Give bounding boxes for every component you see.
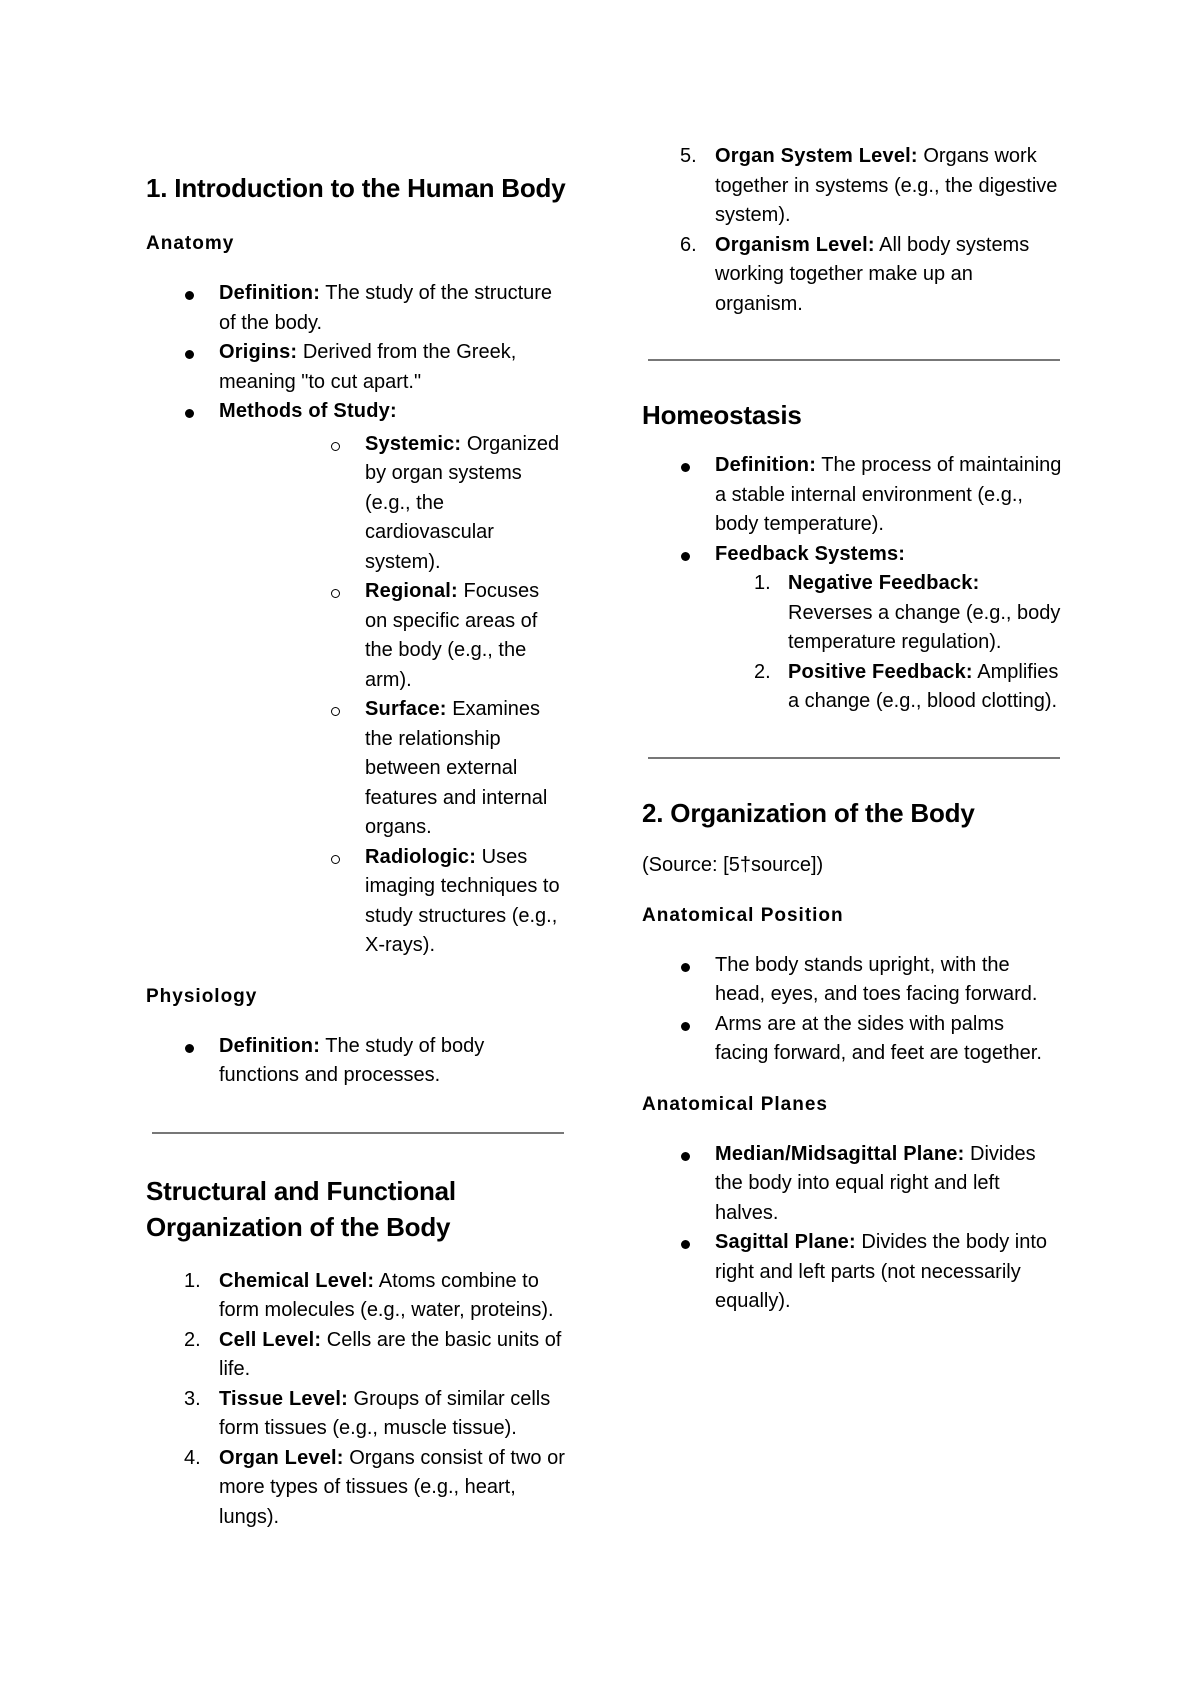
section-title-introduction: 1. Introduction to the Human Body	[146, 173, 566, 203]
divider	[152, 1132, 564, 1134]
list-item: Definition: The study of body functions and processes.	[146, 1032, 566, 1091]
list-item: Origins: Derived from the Greek, meaning "to cut apart."	[146, 338, 566, 397]
list-item: 3. Tissue Level: Groups of similar cells form tissues (e.g., muscle tissue).	[184, 1387, 551, 1439]
list-item: 1. Negative Feedback: Reverses a change (e.g., body temperature regulation).	[754, 572, 1061, 653]
list-item: Median/Midsagittal Plane: Divides the body into equal right and left halves.	[642, 1140, 1062, 1229]
section-title-structural: Structural and Functional Organization of the Body	[146, 1175, 456, 1242]
feedback-list	[642, 569, 1062, 717]
list-item: Sagittal Plane: Divides the body into right and left parts (not necessarily equally).	[642, 1228, 1062, 1317]
position-list	[642, 951, 1062, 1069]
heading-anatomical-planes: Anatomical Planes	[642, 1093, 828, 1115]
list-item: 4. Organ Level: Organs consist of two or more types of tissues (e.g., heart, lungs).	[184, 1446, 565, 1528]
list-item: Feedback Systems: 1. Negative Feedback: Reverses a change (e.g., body temperature regulation). 2. Positive Feedback: Amplifies a change (e.g., blood clotting).	[642, 540, 1062, 717]
levels-list	[146, 1267, 566, 1533]
list-item: 1. Chemical Level: Atoms combine to form molecules (e.g., water, proteins).	[184, 1269, 554, 1321]
left-column	[146, 170, 566, 1532]
divider	[648, 359, 1060, 361]
source-note: (Source: [5†source])	[642, 853, 824, 876]
list-item: Definition: The process of maintaining a stable internal environment (e.g., body temperature).	[642, 451, 1062, 540]
heading-anatomy: Anatomy	[146, 233, 235, 254]
list-item: 5. Organ System Level: Organs work together in systems (e.g., the digestive system).	[680, 145, 1058, 226]
levels-list-continued	[642, 142, 1062, 319]
section-title-organization: 2. Organization of the Body	[642, 797, 975, 828]
list-item: Definition: The study of the structure of the body.	[146, 279, 566, 338]
methods-list	[219, 430, 566, 961]
list-item: 2. Cell Level: Cells are the basic units of life.	[184, 1328, 562, 1380]
list-item: 2. Positive Feedback: Amplifies a change (e.g., blood clotting).	[754, 660, 1059, 712]
list-item: Methods of Study: Systemic: Organized by organ systems (e.g., the cardiovascular system). Regional: Focuses on specific areas of the body (e.g., the arm). Surface: Examines the relationship between external features and internal organs. Radiologic: Uses imaging techniques to study structures (e.g., X-rays).	[146, 397, 566, 961]
divider	[648, 757, 1060, 759]
list-item: Radiologic: Uses imaging techniques to study structures (e.g., X-rays).	[219, 843, 566, 961]
list-item: 6. Organism Level: All body systems working together make up an organism.	[680, 233, 1030, 315]
section-title-homeostasis: Homeostasis	[642, 400, 802, 430]
heading-physiology: Physiology	[146, 985, 258, 1007]
heading-anatomical-position: Anatomical Position	[642, 904, 844, 926]
right-column	[642, 142, 1062, 1317]
planes-list	[642, 1140, 1062, 1317]
physiology-list	[146, 1032, 566, 1091]
list-item: Systemic: Organized by organ systems (e.g., the cardiovascular system).	[219, 430, 566, 578]
list-item: Regional: Focuses on specific areas of the body (e.g., the arm).	[219, 577, 566, 695]
list-item: The body stands upright, with the head, eyes, and toes facing forward.	[642, 951, 1062, 1010]
anatomy-list	[146, 279, 566, 961]
list-item: Surface: Examines the relationship between external features and internal organs.	[219, 695, 566, 843]
list-item: Arms are at the sides with palms facing forward, and feet are together.	[642, 1010, 1062, 1069]
homeostasis-list	[642, 451, 1062, 717]
